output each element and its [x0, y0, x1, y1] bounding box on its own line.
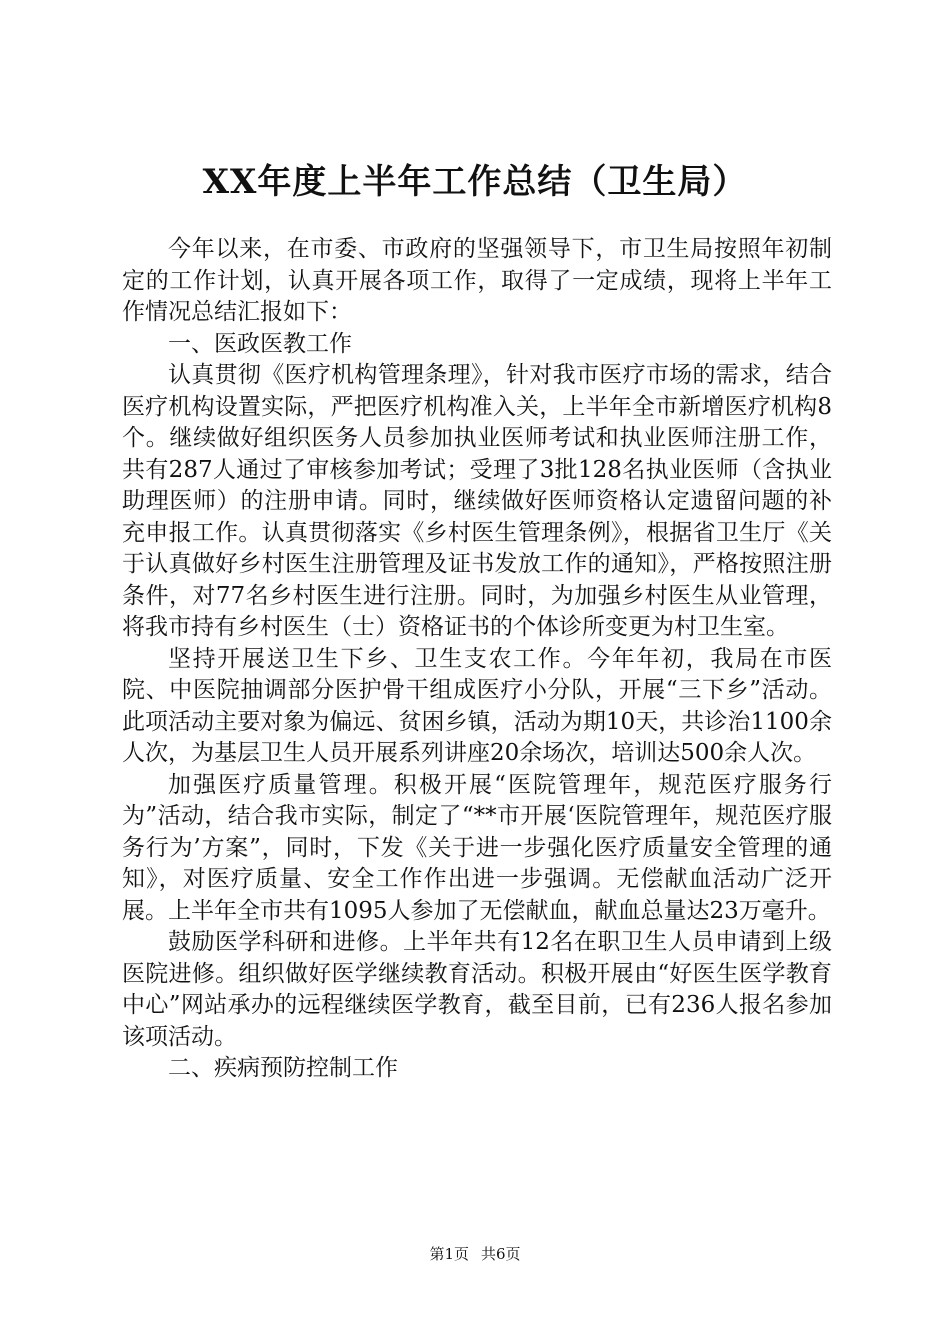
- section-heading-disease-control: 二、疾病预防控制工作: [168, 1055, 398, 1081]
- paragraph-intro: 今年以来，在市委、市政府的坚强领导下，市卫生局按照年初制定的工作计划，认真开展各项工作，取得了一定成绩，现将上半年工作情况总结汇报如下：: [122, 236, 832, 325]
- paragraph-quality-management: 加强医疗质量管理。积极开展“医院管理年，规范医疗服务行为”活动，结合我市实际，制定了“**市开展‘医院管理年，规范医疗服务行为’方案”，同时，下发《关于进一步强化医疗质量安全管理的通知》，对医疗质量、安全工作作出进一步强调。无偿献血活动广泛开展。上半年全市共有1095人参加了无偿献血，献血总量达23万毫升。: [122, 771, 832, 924]
- page-footer: [0, 1244, 950, 1264]
- page-total: 共6页: [481, 1245, 521, 1263]
- document-body: [122, 234, 832, 1085]
- section-heading-medical-admin: 一、医政医教工作: [168, 330, 352, 357]
- document-title: XX年度上半年工作总结（卫生局）: [202, 162, 748, 202]
- page-number: 第1页: [429, 1245, 469, 1263]
- paragraph-rural-health: 坚持开展送卫生下乡、卫生支农工作。今年年初，我局在市医院、中医院抽调部分医护骨干组成医疗小分队，开展“三下乡”活动。此项活动主要对象为偏远、贫困乡镇，活动为期10天，共诊治1100余人次，为基层卫生人员开展系列讲座20余场次，培训达500余人次。: [122, 645, 832, 766]
- paragraph-medical-institutions: 认真贯彻《医疗机构管理条理》，针对我市医疗市场的需求，结合医疗机构设置实际，严把医疗机构准入关，上半年全市新增医疗机构8个。继续做好组织医务人员参加执业医师考试和执业医师注册工作，共有287人通过了审核参加考试；受理了3批128名执业医师（含执业助理医师）的注册申请。同时，继续做好医师资格认定遗留问题的补充申报工作。认真贯彻落实《乡村医生管理条例》，根据省卫生厅《关于认真做好乡村医生注册管理及证书发放工作的通知》，严格按照注册条件，对77名乡村医生进行注册。同时，为加强乡村医生从业管理，将我市持有乡村医生（士）资格证书的个体诊所变更为村卫生室。: [122, 362, 832, 640]
- paragraph-research-training: 鼓励医学科研和进修。上半年共有12名在职卫生人员申请到上级医院进修。组织做好医学继续教育活动。积极开展由“好医生医学教育中心”网站承办的远程继续医学教育，截至目前，已有236人报名参加该项活动。: [122, 929, 832, 1050]
